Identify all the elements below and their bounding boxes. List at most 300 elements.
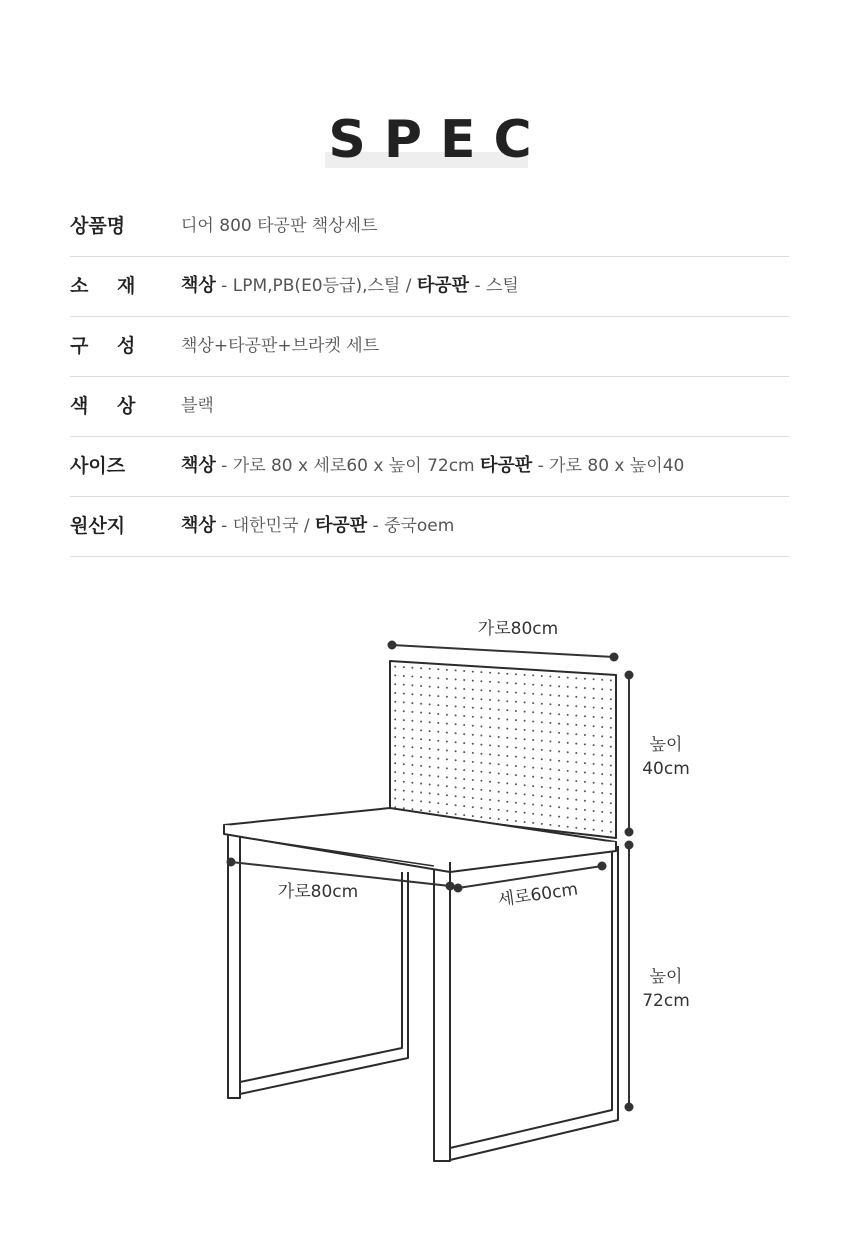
- peg-hole: [498, 818, 500, 820]
- peg-hole: [524, 803, 526, 805]
- peg-hole: [584, 772, 586, 774]
- peg-hole: [549, 824, 551, 826]
- spec-table: [70, 197, 789, 557]
- peg-hole: [558, 713, 560, 715]
- peg-hole: [480, 780, 482, 782]
- peg-hole: [463, 688, 465, 690]
- peg-hole: [429, 677, 431, 679]
- spec-label: 소 재: [70, 275, 136, 297]
- peg-hole: [420, 747, 422, 749]
- peg-hole: [584, 753, 586, 755]
- peg-hole: [593, 744, 595, 746]
- peg-hole: [420, 738, 422, 740]
- spec-value-emphasis: 타공판: [480, 455, 533, 476]
- peg-hole: [567, 779, 569, 781]
- peg-hole: [472, 680, 474, 682]
- peg-hole: [472, 806, 474, 808]
- peg-hole: [601, 707, 603, 709]
- peg-hole: [567, 798, 569, 800]
- peg-hole: [541, 684, 543, 686]
- peg-hole: [498, 773, 500, 775]
- peg-hole: [575, 733, 577, 735]
- peg-hole: [558, 760, 560, 762]
- peg-hole: [455, 804, 457, 806]
- peg-hole: [429, 784, 431, 786]
- peg-hole: [593, 772, 595, 774]
- left-leg-bottom-rail: [240, 872, 402, 1082]
- peg-hole: [420, 676, 422, 678]
- peg-hole: [593, 707, 595, 709]
- peg-hole: [455, 732, 457, 734]
- peg-hole: [506, 773, 508, 775]
- peg-hole: [411, 791, 413, 793]
- peg-hole: [593, 697, 595, 699]
- peg-hole: [558, 732, 560, 734]
- peg-hole: [480, 689, 482, 691]
- spec-value-text: - LPM,PB(E0등급),스틸 /: [215, 276, 417, 296]
- peg-hole: [455, 669, 457, 671]
- peg-hole: [463, 715, 465, 717]
- peg-hole: [498, 800, 500, 802]
- peg-hole: [567, 723, 569, 725]
- spec-value-emphasis: 타공판: [314, 515, 368, 536]
- peg-hole: [480, 744, 482, 746]
- peg-hole: [593, 725, 595, 727]
- peg-hole: [549, 796, 551, 798]
- spec-value-text: 디어 800 타공판 책상세트: [181, 216, 378, 236]
- spec-value-text: - 가로 80 x 세로60 x 높이 72cm: [215, 456, 481, 476]
- peg-hole: [524, 766, 526, 768]
- peg-hole: [463, 751, 465, 753]
- peg-hole: [506, 737, 508, 739]
- peg-hole: [394, 780, 396, 782]
- peg-hole: [403, 684, 405, 686]
- peg-hole: [601, 801, 603, 803]
- peg-hole: [480, 789, 482, 791]
- peg-hole: [567, 817, 569, 819]
- peg-hole: [420, 667, 422, 669]
- peg-hole: [437, 793, 439, 795]
- peg-hole: [515, 811, 517, 813]
- peg-hole: [601, 754, 603, 756]
- peg-hole: [411, 693, 413, 695]
- peg-hole: [394, 789, 396, 791]
- peg-hole: [558, 751, 560, 753]
- board-height-label-line2: 40cm: [642, 759, 690, 779]
- peg-hole: [584, 800, 586, 802]
- peg-hole: [480, 798, 482, 800]
- peg-hole: [489, 772, 491, 774]
- peg-hole: [411, 676, 413, 678]
- peg-hole: [437, 713, 439, 715]
- peg-hole: [601, 773, 603, 775]
- peg-hole: [575, 705, 577, 707]
- peg-hole: [584, 781, 586, 783]
- peg-hole: [498, 809, 500, 811]
- peg-hole: [558, 723, 560, 725]
- peg-hole: [403, 790, 405, 792]
- peg-hole: [429, 721, 431, 723]
- peg-hole: [524, 812, 526, 814]
- peg-hole: [455, 813, 457, 815]
- peg-hole: [455, 714, 457, 716]
- peg-hole: [532, 684, 534, 686]
- peg-hole: [567, 761, 569, 763]
- peg-hole: [601, 688, 603, 690]
- peg-hole: [506, 755, 508, 757]
- peg-hole: [411, 738, 413, 740]
- peg-hole: [506, 728, 508, 730]
- peg-hole: [455, 696, 457, 698]
- peg-hole: [446, 696, 448, 698]
- peg-hole: [446, 732, 448, 734]
- spec-value-text: 블랙: [181, 396, 214, 416]
- peg-hole: [549, 750, 551, 752]
- peg-hole: [601, 811, 603, 813]
- peg-hole: [610, 793, 612, 795]
- peg-hole: [403, 754, 405, 756]
- peg-hole: [506, 764, 508, 766]
- peg-hole: [532, 804, 534, 806]
- peg-hole: [411, 764, 413, 766]
- peg-hole: [498, 727, 500, 729]
- peg-hole: [472, 761, 474, 763]
- peg-hole: [524, 793, 526, 795]
- peg-hole: [480, 698, 482, 700]
- peg-hole: [541, 767, 543, 769]
- peg-hole: [567, 751, 569, 753]
- peg-hole: [610, 812, 612, 814]
- peg-hole: [498, 718, 500, 720]
- peg-hole: [429, 712, 431, 714]
- board-width-label: 가로80cm: [477, 619, 559, 639]
- peg-hole: [498, 782, 500, 784]
- peg-hole: [455, 759, 457, 761]
- peg-hole: [584, 790, 586, 792]
- peg-hole: [567, 705, 569, 707]
- peg-hole: [429, 792, 431, 794]
- peg-hole: [437, 784, 439, 786]
- peg-hole: [472, 752, 474, 754]
- peg-hole: [593, 782, 595, 784]
- peg-hole: [610, 831, 612, 833]
- peg-hole: [515, 728, 517, 730]
- peg-hole: [480, 807, 482, 809]
- peg-hole: [601, 792, 603, 794]
- peg-hole: [584, 818, 586, 820]
- spec-value-emphasis: 책상: [181, 515, 216, 536]
- peg-hole: [532, 674, 534, 676]
- peg-hole: [541, 795, 543, 797]
- peg-hole: [558, 685, 560, 687]
- peg-hole: [541, 814, 543, 816]
- peg-hole: [480, 707, 482, 709]
- peg-hole: [601, 783, 603, 785]
- peg-hole: [498, 763, 500, 765]
- peg-hole: [541, 823, 543, 825]
- peg-hole: [506, 782, 508, 784]
- peg-hole: [524, 720, 526, 722]
- spec-value-text: 책상+타공판+브라켓 세트: [181, 336, 380, 356]
- peg-hole: [411, 711, 413, 713]
- peg-hole: [610, 783, 612, 785]
- peg-hole: [567, 807, 569, 809]
- peg-hole: [524, 821, 526, 823]
- peg-hole: [584, 828, 586, 830]
- peg-hole: [480, 680, 482, 682]
- peg-hole: [524, 683, 526, 685]
- peg-hole: [463, 706, 465, 708]
- peg-hole: [601, 726, 603, 728]
- peg-hole: [541, 721, 543, 723]
- peg-hole: [403, 763, 405, 765]
- peg-hole: [601, 679, 603, 681]
- spec-value: [181, 257, 519, 315]
- peg-hole: [584, 687, 586, 689]
- peg-hole: [394, 683, 396, 685]
- peg-hole: [515, 692, 517, 694]
- peg-hole: [403, 746, 405, 748]
- peg-hole: [489, 790, 491, 792]
- peg-hole: [524, 692, 526, 694]
- peg-hole: [420, 685, 422, 687]
- peg-hole: [610, 698, 612, 700]
- peg-hole: [549, 805, 551, 807]
- spec-row: [70, 377, 789, 437]
- peg-hole: [403, 693, 405, 695]
- peg-hole: [515, 765, 517, 767]
- peg-hole: [541, 703, 543, 705]
- peg-hole: [549, 722, 551, 724]
- peg-hole: [549, 778, 551, 780]
- spec-label: 사이즈: [70, 455, 126, 477]
- peg-hole: [463, 787, 465, 789]
- peg-hole: [549, 740, 551, 742]
- peg-hole: [472, 815, 474, 817]
- spec-label: 색 상: [70, 395, 136, 417]
- peg-hole: [480, 771, 482, 773]
- peg-hole: [429, 730, 431, 732]
- peg-hole: [437, 695, 439, 697]
- spec-value-text: - 중국oem: [367, 516, 455, 536]
- peg-hole: [506, 700, 508, 702]
- spec-value-emphasis: 타공판: [416, 275, 470, 296]
- peg-hole: [446, 669, 448, 671]
- peg-hole: [480, 726, 482, 728]
- peg-hole: [411, 729, 413, 731]
- peg-hole: [420, 712, 422, 714]
- peg-hole: [558, 704, 560, 706]
- peg-hole: [394, 771, 396, 773]
- peg-hole: [610, 802, 612, 804]
- peg-hole: [601, 830, 603, 832]
- peg-hole: [403, 675, 405, 677]
- peg-hole: [584, 697, 586, 699]
- peg-hole: [515, 783, 517, 785]
- peg-hole: [394, 727, 396, 729]
- peg-hole: [506, 682, 508, 684]
- spec-value: [181, 437, 684, 495]
- peg-hole: [489, 763, 491, 765]
- peg-hole: [455, 741, 457, 743]
- peg-hole: [532, 776, 534, 778]
- peg-hole: [480, 816, 482, 818]
- board-width-dimension-line: [392, 645, 614, 657]
- peg-hole: [455, 705, 457, 707]
- peg-hole: [506, 673, 508, 675]
- peg-hole: [403, 719, 405, 721]
- peg-hole: [489, 717, 491, 719]
- peg-hole: [394, 701, 396, 703]
- peg-hole: [575, 696, 577, 698]
- peg-hole: [575, 771, 577, 773]
- peg-hole: [584, 706, 586, 708]
- peg-hole: [455, 795, 457, 797]
- peg-hole: [463, 769, 465, 771]
- peg-hole: [403, 737, 405, 739]
- peg-hole: [610, 689, 612, 691]
- peg-hole: [420, 800, 422, 802]
- peg-hole: [437, 776, 439, 778]
- front-leg: [434, 863, 450, 1161]
- peg-hole: [429, 810, 431, 812]
- peg-hole: [472, 788, 474, 790]
- peg-hole: [575, 818, 577, 820]
- peg-hole: [403, 807, 405, 809]
- spec-value-emphasis: 책상: [181, 275, 216, 296]
- spec-row: [70, 317, 789, 377]
- peg-hole: [567, 789, 569, 791]
- peg-hole: [558, 778, 560, 780]
- peg-hole: [420, 809, 422, 811]
- peg-hole: [515, 820, 517, 822]
- spec-value-emphasis: 책상: [181, 455, 216, 476]
- spec-label: 구 성: [70, 335, 136, 357]
- peg-hole: [567, 733, 569, 735]
- peg-hole: [558, 797, 560, 799]
- peg-hole: [558, 676, 560, 678]
- peg-hole: [515, 673, 517, 675]
- peg-hole: [575, 687, 577, 689]
- peg-hole: [463, 805, 465, 807]
- peg-hole: [437, 704, 439, 706]
- peg-hole: [411, 755, 413, 757]
- peg-hole: [515, 756, 517, 758]
- peg-hole: [489, 690, 491, 692]
- peg-hole: [437, 677, 439, 679]
- peg-hole: [584, 734, 586, 736]
- peg-hole: [532, 757, 534, 759]
- spec-value: [181, 317, 379, 375]
- peg-hole: [498, 681, 500, 683]
- peg-hole: [498, 672, 500, 674]
- peg-hole: [480, 716, 482, 718]
- peg-hole: [437, 811, 439, 813]
- peg-hole: [601, 735, 603, 737]
- peg-hole: [541, 730, 543, 732]
- peg-hole: [489, 672, 491, 674]
- peg-hole: [575, 808, 577, 810]
- peg-hole: [463, 733, 465, 735]
- peg-hole: [610, 765, 612, 767]
- peg-hole: [524, 729, 526, 731]
- peg-hole: [403, 701, 405, 703]
- peg-hole: [446, 758, 448, 760]
- peg-hole: [515, 793, 517, 795]
- peg-hole: [506, 746, 508, 748]
- peg-hole: [455, 678, 457, 680]
- peg-hole: [489, 699, 491, 701]
- peg-hole: [532, 785, 534, 787]
- peg-hole: [446, 785, 448, 787]
- peg-hole: [489, 799, 491, 801]
- peg-hole: [584, 678, 586, 680]
- peg-hole: [411, 746, 413, 748]
- peg-hole: [489, 781, 491, 783]
- page-title: SPEC: [328, 110, 550, 170]
- peg-hole: [403, 781, 405, 783]
- peg-hole: [532, 813, 534, 815]
- peg-hole: [463, 724, 465, 726]
- spec-value-text: - 가로 80 x 높이40: [532, 456, 685, 476]
- peg-hole: [455, 786, 457, 788]
- peg-hole: [463, 742, 465, 744]
- peg-hole: [446, 803, 448, 805]
- peg-hole: [498, 754, 500, 756]
- peg-hole: [446, 678, 448, 680]
- spec-value-text: - 스틸: [469, 276, 519, 296]
- peg-hole: [532, 721, 534, 723]
- spec-value: [181, 497, 454, 555]
- left-leg-bottom-rail-inner: [240, 872, 408, 1094]
- peg-hole: [506, 801, 508, 803]
- peg-hole: [437, 731, 439, 733]
- peg-hole: [567, 770, 569, 772]
- peg-hole: [575, 724, 577, 726]
- peg-hole: [567, 742, 569, 744]
- peg-hole: [480, 762, 482, 764]
- peg-hole: [532, 702, 534, 704]
- peg-hole: [498, 791, 500, 793]
- peg-hole: [601, 698, 603, 700]
- peg-hole: [437, 686, 439, 688]
- peg-hole: [394, 674, 396, 676]
- peg-hole: [584, 715, 586, 717]
- peg-hole: [394, 718, 396, 720]
- peg-hole: [524, 757, 526, 759]
- spec-row: [70, 257, 789, 317]
- peg-hole: [584, 743, 586, 745]
- peg-hole: [498, 745, 500, 747]
- peg-hole: [549, 815, 551, 817]
- peg-hole: [455, 723, 457, 725]
- peg-hole: [506, 792, 508, 794]
- peg-hole: [593, 829, 595, 831]
- peg-hole: [411, 773, 413, 775]
- peg-hole: [524, 701, 526, 703]
- peg-hole: [506, 691, 508, 693]
- peg-hole: [489, 681, 491, 683]
- peg-hole: [593, 791, 595, 793]
- title-wrap: [0, 108, 860, 172]
- peg-hole: [593, 763, 595, 765]
- peg-hole: [446, 750, 448, 752]
- peg-hole: [532, 711, 534, 713]
- peg-hole: [446, 776, 448, 778]
- peg-hole: [403, 772, 405, 774]
- peg-hole: [420, 783, 422, 785]
- peg-hole: [506, 719, 508, 721]
